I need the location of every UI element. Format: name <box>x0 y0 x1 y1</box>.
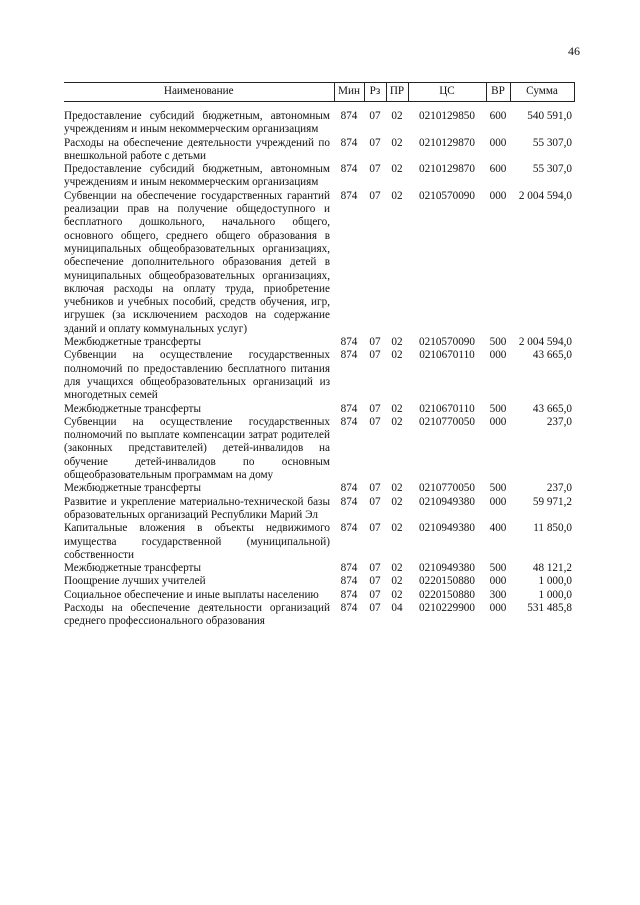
table-body <box>64 110 574 629</box>
cell-name: Субвенции на осуществление государственных полномочий по предоставлению бесплатного питания для учащихся общеобразовательных организаций из многодетных семей <box>64 349 330 402</box>
table-row <box>64 482 574 495</box>
cell-sum: 1 000,0 <box>538 588 572 601</box>
header-name: Наименование <box>64 83 334 102</box>
cell-sum: 237,0 <box>546 482 572 495</box>
table-row <box>64 589 574 602</box>
cell-sum: 540 591,0 <box>527 110 572 122</box>
cell-min: 874 <box>340 495 358 508</box>
cell-rz: 07 <box>369 349 381 362</box>
table-row <box>64 137 574 164</box>
cell-pr: 02 <box>391 562 403 575</box>
cell-min: 874 <box>340 588 358 601</box>
cell-rz: 07 <box>369 136 381 149</box>
cell-pr: 02 <box>391 482 403 495</box>
cell-cs: 0210949380 <box>419 522 475 535</box>
cell-vr: 000 <box>489 136 507 149</box>
cell-name: Предоставление субсидий бюджетным, автономным учреждениям и иным некоммерческим организациям <box>64 110 330 136</box>
table-row <box>64 575 574 588</box>
cell-min: 874 <box>340 562 358 575</box>
cell-rz: 07 <box>369 588 381 601</box>
cell-sum: 43 665,0 <box>532 402 572 415</box>
cell-vr: 000 <box>489 575 507 588</box>
cell-sum: 59 971,2 <box>532 495 572 508</box>
cell-vr: 000 <box>489 189 507 202</box>
cell-vr: 600 <box>489 163 507 176</box>
cell-pr: 02 <box>391 402 403 415</box>
cell-sum: 237,0 <box>546 415 572 428</box>
cell-vr: 500 <box>489 482 507 495</box>
table-row <box>64 522 574 562</box>
budget-table <box>64 82 575 629</box>
cell-cs: 0210129850 <box>419 110 475 122</box>
cell-name: Межбюджетные трансферты <box>64 482 201 495</box>
cell-pr: 02 <box>391 349 403 362</box>
header-rz: Рз <box>364 83 386 102</box>
cell-name: Поощрение лучших учителей <box>64 575 206 588</box>
cell-rz: 07 <box>369 402 381 415</box>
cell-vr: 000 <box>489 415 507 428</box>
cell-pr: 02 <box>391 575 403 588</box>
cell-min: 874 <box>340 189 358 202</box>
table-row <box>64 110 574 137</box>
table-row <box>64 349 574 402</box>
cell-min: 874 <box>340 110 358 122</box>
cell-rz: 07 <box>369 495 381 508</box>
cell-cs: 0220150880 <box>419 588 475 601</box>
table-row <box>64 336 574 349</box>
cell-pr: 02 <box>391 588 403 601</box>
cell-sum: 11 850,0 <box>533 522 572 535</box>
cell-cs: 0210949380 <box>419 562 475 575</box>
cell-name: Межбюджетные трансферты <box>64 562 201 575</box>
page-number: 46 <box>568 44 580 58</box>
table-row <box>64 163 574 190</box>
cell-cs: 0210129870 <box>419 163 475 176</box>
cell-pr: 02 <box>391 110 403 122</box>
cell-rz: 07 <box>369 415 381 428</box>
cell-cs: 0210770050 <box>419 482 475 495</box>
cell-pr: 04 <box>391 601 403 614</box>
cell-pr: 02 <box>391 336 403 349</box>
cell-pr: 02 <box>391 415 403 428</box>
cell-min: 874 <box>340 482 358 495</box>
cell-vr: 000 <box>489 601 507 614</box>
cell-pr: 02 <box>391 495 403 508</box>
table-row <box>64 602 574 629</box>
cell-rz: 07 <box>369 575 381 588</box>
cell-min: 874 <box>340 349 358 362</box>
cell-rz: 07 <box>369 336 381 349</box>
table-row <box>64 562 574 575</box>
cell-pr: 02 <box>391 136 403 149</box>
cell-sum: 48 121,2 <box>532 562 572 575</box>
cell-cs: 0220150880 <box>419 575 475 588</box>
cell-cs: 0210670110 <box>419 349 475 362</box>
cell-vr: 600 <box>489 110 507 122</box>
cell-name: Межбюджетные трансферты <box>64 336 201 349</box>
cell-rz: 07 <box>369 482 381 495</box>
cell-vr: 000 <box>489 495 507 508</box>
cell-vr: 000 <box>489 349 507 362</box>
cell-min: 874 <box>340 163 358 176</box>
cell-rz: 07 <box>369 163 381 176</box>
cell-name: Расходы на обеспечение деятельности организаций среднего профессионального образования <box>64 601 330 628</box>
cell-min: 874 <box>340 136 358 149</box>
table-header-row <box>64 83 574 102</box>
cell-vr: 500 <box>489 562 507 575</box>
table-row <box>64 190 574 336</box>
table-row <box>64 416 574 482</box>
cell-cs: 0210570090 <box>419 189 475 202</box>
table-row <box>64 496 574 523</box>
cell-name: Социальное обеспечение и иные выплаты населению <box>64 588 319 601</box>
cell-sum: 55 307,0 <box>532 163 572 176</box>
cell-sum: 43 665,0 <box>532 349 572 362</box>
cell-name: Межбюджетные трансферты <box>64 402 201 415</box>
cell-cs: 0210129870 <box>419 136 475 149</box>
header-cs: ЦС <box>408 83 486 102</box>
cell-name: Субвенции на обеспечение государственных гарантий реализации прав на получение общедоступного и бесплатного дошкольного, начального общего, основного общего, среднего общего образования в муниципальных общеобразовательных организациях, обеспечение дополнительного образования детей в муниципальных общеобразовательных организациях, включая расходы на оплату труда, приобретение учебников и учебных пособий, средств обучения, игр, игрушек (за исключением расходов на содержание зданий и оплату коммунальных услуг) <box>64 189 330 335</box>
cell-pr: 02 <box>391 522 403 535</box>
cell-min: 874 <box>340 415 358 428</box>
cell-vr: 500 <box>489 336 507 349</box>
cell-rz: 07 <box>369 522 381 535</box>
cell-name: Субвенции на осуществление государственных полномочий по выплате компенсации затрат родителей (законных представителей) детей-инвалидов на обучение детей-инвалидов по основным общеобразовательным программам на дому <box>64 415 330 482</box>
cell-name: Предоставление субсидий бюджетным, автономным учреждениям и иным некоммерческим организациям <box>64 163 330 189</box>
cell-cs: 0210770050 <box>419 415 475 428</box>
cell-cs: 0210229900 <box>419 601 475 614</box>
cell-cs: 0210949380 <box>419 495 475 508</box>
cell-min: 874 <box>340 601 358 614</box>
cell-sum: 1 000,0 <box>538 575 572 588</box>
cell-rz: 07 <box>369 110 381 122</box>
table-row <box>64 403 574 416</box>
cell-min: 874 <box>340 575 358 588</box>
header-pr: ПР <box>386 83 408 102</box>
cell-min: 874 <box>340 336 358 349</box>
cell-sum: 2 004 594,0 <box>518 336 572 349</box>
cell-pr: 02 <box>391 189 403 202</box>
cell-cs: 0210570090 <box>419 336 475 349</box>
cell-vr: 300 <box>489 588 507 601</box>
cell-rz: 07 <box>369 189 381 202</box>
header-vr: ВР <box>486 83 510 102</box>
cell-cs: 0210670110 <box>419 402 475 415</box>
header-min: Мин <box>334 83 364 102</box>
cell-sum: 531 485,8 <box>527 601 572 614</box>
cell-vr: 500 <box>489 402 507 415</box>
cell-min: 874 <box>340 402 358 415</box>
header-sum: Сумма <box>510 83 574 102</box>
cell-min: 874 <box>340 522 358 535</box>
cell-rz: 07 <box>369 562 381 575</box>
cell-pr: 02 <box>391 163 403 176</box>
cell-name: Капитальные вложения в объекты недвижимого имущества государственной (муниципальной) собственности <box>64 522 330 561</box>
cell-vr: 400 <box>489 522 507 535</box>
cell-sum: 55 307,0 <box>532 136 572 149</box>
cell-sum: 2 004 594,0 <box>518 189 572 202</box>
cell-rz: 07 <box>369 601 381 614</box>
cell-name: Развитие и укрепление материально-технической базы образовательных организаций Республики Марий Эл <box>64 495 330 521</box>
cell-name: Расходы на обеспечение деятельности учреждений по внешкольной работе с детьми <box>64 136 330 162</box>
